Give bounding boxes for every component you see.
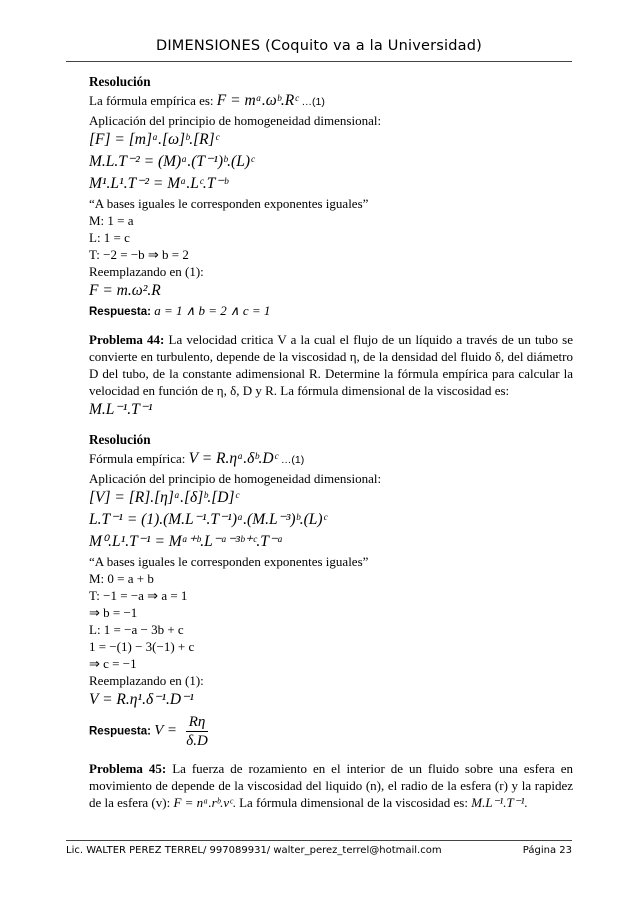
dimension-equation-2b: L.T⁻¹ = (1).(M.L⁻¹.T⁻¹)ᵃ.(M.L⁻³)ᵇ.(L)ᶜ [89,511,327,528]
dimension-equation-1a: [F] = [m]ᵃ.[ω]ᵇ.[R]ᶜ [89,131,219,148]
problem-44-viscosity: M.L⁻¹.T⁻¹ [89,401,153,418]
exponent-l-sub-2: 1 = −(1) − 3(−1) + c [89,639,195,654]
formula-label-1: La fórmula empírica es: [89,93,214,108]
exponent-t-1: T: −2 = −b ⇒ b = 2 [89,247,189,262]
exponent-l-1: L: 1 = c [89,230,130,245]
bases-quote-1: “A bases iguales le corresponden exponentes iguales” [89,196,369,211]
replace-line-1: Reemplazando en (1): [89,264,204,279]
answer-label-2: Respuesta: [89,725,151,738]
formula-line-1 [89,90,573,112]
principle-line-2: Aplicación del principio de homogeneidad dimensional: [89,471,382,486]
bases-quote-2: “A bases iguales le corresponden exponentes iguales” [89,554,369,569]
problem-44 [89,331,573,399]
answer-label-1: Respuesta: [89,306,151,318]
resolution-heading-1: Resolución [89,74,151,89]
footer-author: Lic. WALTER PEREZ TERREL/ 997089931/ walter_perez_terrel@hotmail.com [66,845,442,856]
answer-line-2 [89,713,573,750]
answer-value-1: a = 1 ∧ b = 2 ∧ c = 1 [154,303,271,318]
principle-line-1: Aplicación del principio de homogeneidad dimensional: [89,113,382,128]
dimension-equation-1c: M¹.L¹.T⁻² = Mᵃ.Lᶜ.T⁻ᵇ [89,175,228,192]
exponent-c-2: ⇒ c = −1 [89,656,137,671]
exponent-m-1: M: 1 = a [89,213,134,228]
formula-ref-2: …(1) [280,454,305,466]
problem-45-text: La fuerza de rozamiento en el interior de un fluido sobre una esfera en movimiento de depende de la viscosidad del liquido (n), el radio de la esfera (r) y la rapidez de la esfera (v): [89,761,574,810]
exponent-l-2: L: 1 = −a − 3b + c [89,622,184,637]
dimension-equation-1b: M.L.T⁻² = (M)ᵃ.(T⁻¹)ᵇ.(L)ᶜ [89,153,255,170]
problem-44-text: La velocidad critica V a la cual el flujo de un líquido a través de un tubo se convierte en turbulento, depende de la viscosidad η, de la densidad del fluido δ, del diámetro D del tubo, de la constante adimensional R. Determine la fórmula empírica para calcular la velocidad en función de η, δ, D y R. La fórmula dimensional de la viscosidad es: [89,332,574,398]
formula-ref-1: …(1) [301,96,325,108]
answer-numerator-2: Rη [186,713,208,732]
formula-line-2 [89,448,573,470]
exponent-t-2: T: −1 = −a ⇒ a = 1 [89,588,188,603]
replace-line-2: Reemplazando en (1): [89,673,204,688]
answer-fraction-2 [186,713,208,750]
answer-line-1 [89,302,573,321]
problem-45-viscosity: M.L⁻¹.T⁻¹. [471,795,528,810]
dimension-equation-2c: M⁰.L¹.T⁻¹ = Mᵃ⁺ᵇ.L⁻ᵃ⁻³ᵇ⁺ᶜ.T⁻ᵃ [89,533,284,550]
answer-denominator-2: δ.D [186,733,208,749]
problem-45-formula: F = nᵃ.rᵇ.vᶜ [173,795,233,810]
result-formula-1: F = m.ω².R [89,282,161,299]
answer-lhs-2: V = [154,722,178,739]
empirical-formula-1: F = mᵃ.ωᵇ.Rᶜ [216,92,299,109]
header-divider [66,61,572,62]
problem-44-label: Problema 44: [89,332,165,347]
footer-page-number: Página 23 [522,845,572,856]
problem-45-label: Problema 45: [89,761,167,776]
exponent-m-2: M: 0 = a + b [89,571,154,586]
exponent-b-2: ⇒ b = −1 [89,605,138,620]
page-header-title: DIMENSIONES (Coquito va a la Universidad) [155,38,483,54]
empirical-formula-2: V = R.ηᵃ.δᵇ.Dᶜ [188,450,278,467]
problem-45-text2: . La fórmula dimensional de la viscosidad es: [232,795,468,810]
page-content [89,73,573,811]
dimension-equation-2a: [V] = [R].[η]ᵃ.[δ]ᵇ.[D]ᶜ [89,489,239,506]
footer-divider [66,840,572,841]
resolution-heading-2: Resolución [89,432,151,447]
formula-label-2: Fórmula empírica: [89,451,186,466]
result-formula-2: V = R.η¹.δ⁻¹.D⁻¹ [89,691,194,708]
problem-45 [89,760,573,811]
